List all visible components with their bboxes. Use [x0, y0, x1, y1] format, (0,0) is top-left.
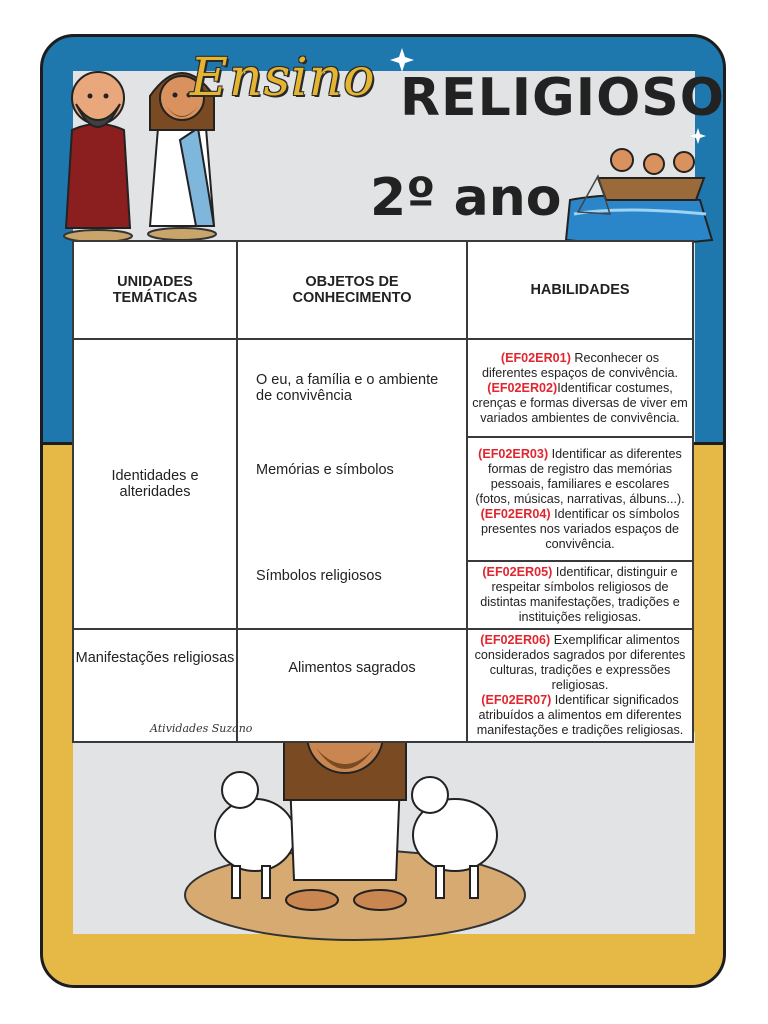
skill-cell [467, 339, 693, 437]
title-main: RELIGIOSO [400, 68, 725, 128]
skill-code: (EF02ER04) [480, 506, 551, 521]
skill-code: (EF02ER07) [481, 693, 552, 707]
skill-text: Identificar, distinguir e respeitar símbolos religiosos de distintas manifestações, tradições e instituições religiosas. [480, 565, 680, 624]
skill-text: Exemplificar alimentos considerados sagrados por diferentes culturas, tradições e expressões religiosas. [474, 633, 686, 692]
skill-code: (EF02ER06) [480, 633, 551, 647]
skill-text: Identificar significados atribuídos a alimentos em diferentes manifestações e tradições religiosas. [476, 693, 684, 737]
skill-code: (EF02ER03) [478, 446, 549, 461]
title-script: Ensino [190, 48, 376, 108]
object-item: O eu, a família e o ambiente de convivência [256, 372, 439, 404]
skill-text: Reconhecer os diferentes espaços de convivência. [481, 350, 679, 380]
skill-cell [467, 629, 693, 742]
header-units: UNIDADES TEMÁTICAS [73, 241, 237, 339]
grade-label: 2º ano [370, 168, 562, 228]
sparkle-icon [690, 128, 706, 144]
curriculum-table [72, 240, 694, 743]
header-skills: HABILIDADES [467, 241, 693, 339]
skill-code: (EF02ER05) [482, 565, 553, 579]
table-row [73, 339, 693, 437]
skill-code: (EF02ER01) [500, 350, 571, 365]
skill-code: (EF02ER02) [487, 380, 558, 395]
unit-cell: Manifestações religiosas [73, 629, 237, 742]
apostle-figure [64, 72, 132, 242]
watermark: Atividades Suzano [150, 722, 253, 735]
skill-text: Identificar os símbolos presentes nos variados espaços de convivência. [480, 506, 680, 551]
object-item: Memórias e símbolos [256, 462, 394, 478]
skill-text: Identificar costumes, crenças e formas diversas de viver em variados ambientes de convivência. [472, 380, 688, 425]
object-item: Alimentos sagrados [237, 629, 467, 742]
object-item: Símbolos religiosos [256, 568, 382, 584]
skill-cell [467, 561, 693, 629]
table-header-row [73, 241, 693, 339]
skill-text: Identificar as diferentes formas de registro das memórias pessoais, familiares e escolares (fotos, músicas, narrativas, álbuns...). [475, 446, 685, 506]
unit-cell: Identidades e alteridades [73, 339, 237, 629]
boat-scene [566, 149, 712, 244]
header-objects: OBJETOS DE CONHECIMENTO [237, 241, 467, 339]
objects-cell [237, 339, 467, 629]
skill-cell [467, 437, 693, 561]
